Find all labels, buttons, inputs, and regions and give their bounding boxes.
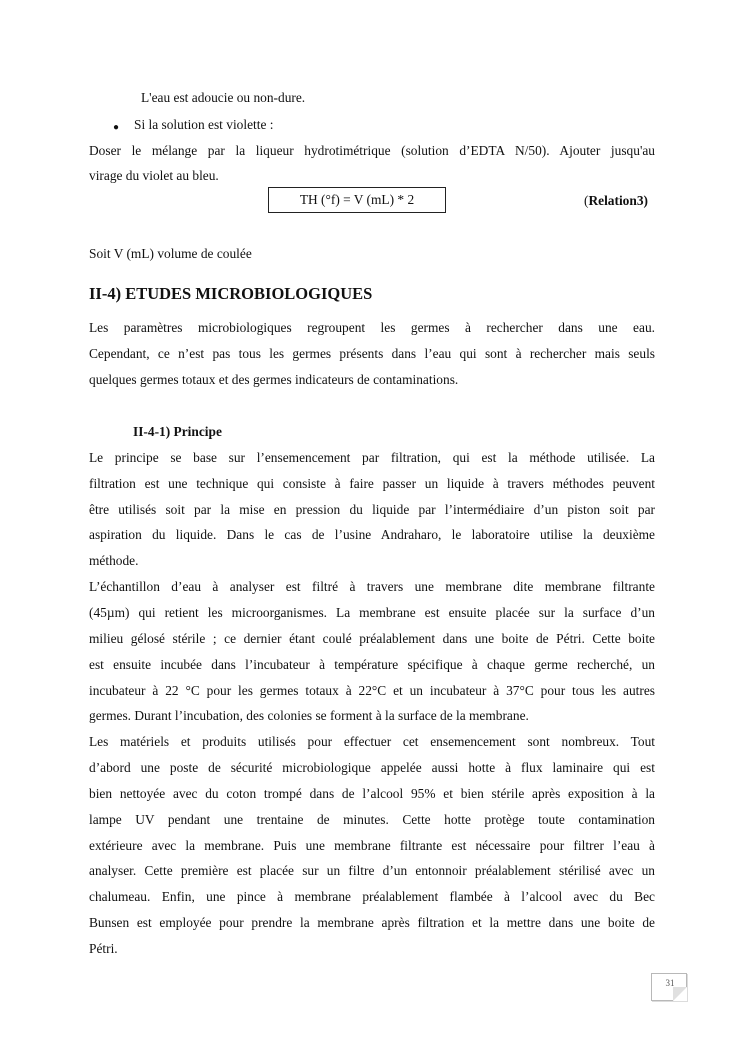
principle-para2-line2: (45µm) qui retient les microorganismes. La membrane est ensuite placée sur la surface d’un bbox=[89, 605, 655, 620]
principle-para1-line2: filtration est une technique qui consiste à faire passer un liquide à travers méthodes peuvent bbox=[89, 476, 655, 491]
principle-para3-line1: Les matériels et produits utilisés pour effectuer cet ensemencement sont nombreux. Tout bbox=[89, 734, 655, 749]
principle-para2-line5: incubateur à 22 °C pour les germes totaux à 22°C et un incubateur à 37°C pour tous les autres bbox=[89, 683, 655, 698]
principle-para2-line3: milieu gélosé stérile ; ce dernier étant coulé préalablement dans une boite de Pétri. Cette boite bbox=[89, 631, 655, 646]
bullet-violet-line: Si la solution est violette : bbox=[134, 117, 274, 132]
principle-para1-line5: méthode. bbox=[89, 553, 139, 568]
principle-para3-line3: bien nettoyée avec du coton trompé dans de l’alcool 95% et bien stérile après exposition à la bbox=[89, 786, 655, 801]
formula-box: TH (°f) = V (mL) * 2 bbox=[268, 187, 446, 213]
page-number: 31 bbox=[665, 978, 675, 988]
section-para1-line1: Les paramètres microbiologiques regroupent les germes à rechercher dans une eau. bbox=[89, 320, 655, 335]
section-para1-line2: Cependant, ce n’est pas tous les germes présents dans l’eau qui sont à rechercher mais seuls bbox=[89, 346, 655, 361]
dose-line-1: Doser le mélange par la liqueur hydrotimétrique (solution d’EDTA N/50). Ajouter jusqu'au bbox=[89, 143, 655, 158]
relation-open: ( bbox=[584, 193, 589, 208]
principle-para3-line2: d’abord une poste de sécurité microbiologique appelée aussi hotte à flux laminaire qui est bbox=[89, 760, 655, 775]
principle-para3-line4: lampe UV pendant une trentaine de minutes. Cette hotte protège toute contamination bbox=[89, 812, 655, 827]
principle-para2-line1: L’échantillon d’eau à analyser est filtré à travers une membrane dite membrane filtrante bbox=[89, 579, 655, 594]
bullet-icon: ● bbox=[113, 122, 120, 133]
principle-para1-line3: être utilisés soit par la mise en pression du liquide par l’intermédiaire d’un piston soit par bbox=[89, 502, 655, 517]
principle-para3-line9: Pétri. bbox=[89, 941, 118, 956]
principle-para3-line8: Bunsen est employée pour prendre la membrane après filtration et la mettre dans une boite de bbox=[89, 915, 655, 930]
principle-para3-line7: chalumeau. Enfin, une pince à membrane préalablement flambée à l’alcool avec du Bec bbox=[89, 889, 655, 904]
relation-label bbox=[584, 193, 648, 209]
subsection-title: II-4-1) Principe bbox=[133, 424, 222, 439]
soft-water-line: L'eau est adoucie ou non-dure. bbox=[141, 90, 306, 105]
section-title: II-4) ETUDES MICROBIOLOGIQUES bbox=[89, 284, 373, 303]
principle-para3-line5: extérieure avec la membrane. Puis une membrane filtrante est nécessaire pour filtrer l’eau à bbox=[89, 838, 655, 853]
relation-text: Relation3) bbox=[588, 193, 648, 208]
principle-para3-line6: analyser. Cette première est placée sur un filtre d’un entonnoir préalablement stérilisé avec un bbox=[89, 863, 655, 878]
principle-para2-line6: germes. Durant l’incubation, des colonies se forment à la surface de la membrane. bbox=[89, 708, 529, 723]
principle-para2-line4: est ensuite incubée dans l’incubateur à température spécifique à chaque germe recherché, un bbox=[89, 657, 655, 672]
section-para1-line3: quelques germes totaux et des germes indicateurs de contaminations. bbox=[89, 372, 459, 387]
dose-line-2: virage du violet au bleu. bbox=[89, 168, 219, 183]
page-number-box bbox=[651, 973, 687, 1001]
principle-para1-line1: Le principe se base sur l’ensemencement par filtration, qui est la méthode utilisée. La bbox=[89, 450, 655, 465]
volume-note: Soit V (mL) volume de coulée bbox=[89, 246, 252, 261]
principle-para1-line4: aspiration du liquide. Dans le cas de l’usine Andraharo, le laboratoire utilise la deuxième bbox=[89, 527, 655, 542]
